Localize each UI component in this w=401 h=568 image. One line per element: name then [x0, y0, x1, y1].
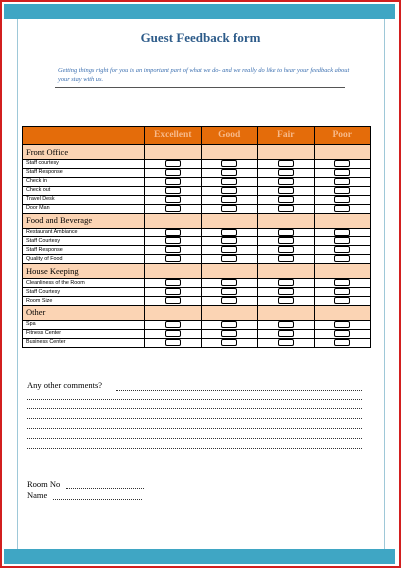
- rating-cell: [145, 255, 202, 264]
- rating-cell: [201, 228, 258, 237]
- table-row: [23, 320, 371, 329]
- table-row: [23, 228, 371, 237]
- row-label: Check in: [23, 177, 145, 186]
- rating-cell: [314, 288, 371, 297]
- rating-checkbox[interactable]: [278, 255, 294, 262]
- row-label: Cleanliness of the Room: [23, 279, 145, 288]
- rating-checkbox[interactable]: [334, 279, 350, 286]
- room-no-label: Room No: [27, 479, 61, 489]
- rating-checkbox[interactable]: [278, 196, 294, 203]
- table-row: [23, 177, 371, 186]
- rating-cell: [314, 297, 371, 306]
- rating-checkbox[interactable]: [165, 205, 181, 212]
- rating-cell: [201, 160, 258, 169]
- rating-cell: [314, 168, 371, 177]
- rating-checkbox[interactable]: [165, 321, 181, 328]
- rating-cell: [258, 168, 315, 177]
- rating-checkbox[interactable]: [221, 237, 237, 244]
- rating-checkbox[interactable]: [221, 196, 237, 203]
- rating-checkbox[interactable]: [165, 229, 181, 236]
- row-label: Business Center: [23, 338, 145, 347]
- rating-cell: [314, 255, 371, 264]
- rating-checkbox[interactable]: [165, 160, 181, 167]
- rating-cell: [145, 195, 202, 204]
- table-header-row: [23, 127, 371, 145]
- rating-cell: [258, 195, 315, 204]
- rating-cell: [145, 338, 202, 347]
- rating-checkbox[interactable]: [165, 297, 181, 304]
- rating-cell: [145, 228, 202, 237]
- rating-cell: [314, 177, 371, 186]
- rating-cell: [145, 177, 202, 186]
- section-cell: [201, 213, 258, 228]
- rating-cell: [201, 338, 258, 347]
- rating-checkbox[interactable]: [278, 288, 294, 295]
- rating-cell: [201, 237, 258, 246]
- comment-line-4[interactable]: [27, 418, 362, 419]
- rating-checkbox[interactable]: [221, 321, 237, 328]
- form-title: Guest Feedback form: [140, 30, 261, 45]
- comment-line-3[interactable]: [27, 408, 362, 409]
- rating-cell: [314, 195, 371, 204]
- section-cell: [258, 264, 315, 279]
- row-label: Check out: [23, 186, 145, 195]
- rating-cell: [145, 246, 202, 255]
- section-label: House Keeping: [23, 264, 145, 279]
- rating-cell: [258, 338, 315, 347]
- table-row: [23, 297, 371, 306]
- rating-checkbox[interactable]: [334, 196, 350, 203]
- row-label: Staff Response: [23, 168, 145, 177]
- rating-cell: [314, 246, 371, 255]
- rating-checkbox[interactable]: [334, 330, 350, 337]
- rating-cell: [314, 204, 371, 213]
- table-row: [23, 288, 371, 297]
- rating-checkbox[interactable]: [334, 237, 350, 244]
- rating-checkbox[interactable]: [278, 187, 294, 194]
- rating-checkbox[interactable]: [221, 297, 237, 304]
- header-blank-cell: [23, 127, 145, 145]
- room-no-field[interactable]: [66, 488, 144, 489]
- row-label: Restaurant Ambiance: [23, 228, 145, 237]
- intro-text: Getting things right for you is an important part of what we do- and we really do like to hear your feedback about your stay with us.: [58, 67, 350, 83]
- rating-checkbox[interactable]: [334, 255, 350, 262]
- rating-checkbox[interactable]: [278, 160, 294, 167]
- rating-cell: [201, 255, 258, 264]
- table-row: [23, 338, 371, 347]
- section-cell: [145, 264, 202, 279]
- section-cell: [258, 305, 315, 320]
- rating-checkbox[interactable]: [165, 237, 181, 244]
- intro-underline: [55, 87, 345, 88]
- rating-cell: [314, 338, 371, 347]
- rating-checkbox[interactable]: [278, 205, 294, 212]
- rating-checkbox[interactable]: [165, 255, 181, 262]
- rating-checkbox[interactable]: [334, 187, 350, 194]
- section-cell: [145, 305, 202, 320]
- rating-checkbox[interactable]: [221, 205, 237, 212]
- row-label: Staff Response: [23, 246, 145, 255]
- table-row: [23, 255, 371, 264]
- rating-checkbox[interactable]: [278, 246, 294, 253]
- top-banner: [4, 4, 395, 19]
- rating-cell: [201, 195, 258, 204]
- header-fair: Fair: [258, 127, 315, 145]
- rating-cell: [258, 297, 315, 306]
- rating-cell: [258, 246, 315, 255]
- rating-cell: [314, 279, 371, 288]
- row-label: Travel Desk: [23, 195, 145, 204]
- rating-cell: [258, 329, 315, 338]
- rating-cell: [258, 186, 315, 195]
- rating-cell: [314, 320, 371, 329]
- table-row: [23, 204, 371, 213]
- rating-checkbox[interactable]: [221, 229, 237, 236]
- rating-cell: [258, 288, 315, 297]
- rating-checkbox[interactable]: [278, 178, 294, 185]
- comment-line-7[interactable]: [27, 448, 362, 449]
- rating-cell: [145, 329, 202, 338]
- rating-cell: [201, 320, 258, 329]
- section-row: [23, 213, 371, 228]
- section-cell: [314, 264, 371, 279]
- rating-checkbox[interactable]: [165, 339, 181, 346]
- rating-checkbox[interactable]: [334, 160, 350, 167]
- bottom-banner: [4, 549, 395, 564]
- row-label: Door Man: [23, 204, 145, 213]
- rating-checkbox[interactable]: [334, 321, 350, 328]
- feedback-table: [22, 126, 371, 348]
- rating-cell: [145, 279, 202, 288]
- rating-cell: [258, 204, 315, 213]
- section-cell: [314, 213, 371, 228]
- rating-checkbox[interactable]: [221, 330, 237, 337]
- row-label: Spa: [23, 320, 145, 329]
- rating-checkbox[interactable]: [221, 178, 237, 185]
- header-poor: Poor: [314, 127, 371, 145]
- rating-checkbox[interactable]: [334, 178, 350, 185]
- section-cell: [258, 145, 315, 160]
- rating-checkbox[interactable]: [334, 297, 350, 304]
- rating-checkbox[interactable]: [165, 279, 181, 286]
- rating-cell: [258, 255, 315, 264]
- row-label: Staff Courtesy: [23, 237, 145, 246]
- section-label: Front Office: [23, 145, 145, 160]
- rating-cell: [201, 329, 258, 338]
- rating-cell: [145, 186, 202, 195]
- rating-checkbox[interactable]: [278, 169, 294, 176]
- comment-line-1[interactable]: [116, 390, 362, 391]
- rating-cell: [201, 177, 258, 186]
- rating-cell: [201, 297, 258, 306]
- rating-checkbox[interactable]: [221, 169, 237, 176]
- section-row: [23, 305, 371, 320]
- rating-cell: [201, 204, 258, 213]
- rating-checkbox[interactable]: [221, 339, 237, 346]
- rating-checkbox[interactable]: [278, 321, 294, 328]
- section-cell: [314, 305, 371, 320]
- rating-cell: [201, 246, 258, 255]
- row-label: Room Size: [23, 297, 145, 306]
- section-cell: [201, 264, 258, 279]
- rating-cell: [258, 237, 315, 246]
- rating-cell: [258, 177, 315, 186]
- section-row: [23, 264, 371, 279]
- table-row: [23, 186, 371, 195]
- rating-checkbox[interactable]: [221, 187, 237, 194]
- rating-checkbox[interactable]: [165, 330, 181, 337]
- rating-cell: [201, 279, 258, 288]
- rating-cell: [314, 329, 371, 338]
- rating-checkbox[interactable]: [165, 187, 181, 194]
- section-cell: [258, 213, 315, 228]
- rating-checkbox[interactable]: [278, 279, 294, 286]
- rating-cell: [145, 320, 202, 329]
- rating-cell: [258, 160, 315, 169]
- comment-line-2[interactable]: [27, 399, 362, 400]
- rating-cell: [145, 160, 202, 169]
- row-label: Staff courtesy: [23, 160, 145, 169]
- header-good: Good: [201, 127, 258, 145]
- section-row: [23, 145, 371, 160]
- rating-checkbox[interactable]: [278, 297, 294, 304]
- rating-checkbox[interactable]: [278, 339, 294, 346]
- rating-checkbox[interactable]: [334, 246, 350, 253]
- rating-cell: [201, 168, 258, 177]
- rating-checkbox[interactable]: [334, 169, 350, 176]
- rating-cell: [201, 186, 258, 195]
- rating-cell: [145, 237, 202, 246]
- table-row: [23, 195, 371, 204]
- rating-checkbox[interactable]: [221, 255, 237, 262]
- rating-checkbox[interactable]: [334, 229, 350, 236]
- row-label: Fitness Center: [23, 329, 145, 338]
- rating-cell: [145, 288, 202, 297]
- rating-checkbox[interactable]: [165, 246, 181, 253]
- rating-cell: [145, 168, 202, 177]
- rating-checkbox[interactable]: [165, 196, 181, 203]
- rating-checkbox[interactable]: [165, 169, 181, 176]
- section-label: Other: [23, 305, 145, 320]
- comment-line-6[interactable]: [27, 438, 362, 439]
- rating-checkbox[interactable]: [221, 246, 237, 253]
- rating-cell: [314, 160, 371, 169]
- table-row: [23, 237, 371, 246]
- rating-checkbox[interactable]: [221, 288, 237, 295]
- rating-cell: [258, 279, 315, 288]
- rating-cell: [258, 228, 315, 237]
- rating-checkbox[interactable]: [221, 160, 237, 167]
- comments-label: Any other comments?: [27, 380, 103, 390]
- rating-checkbox[interactable]: [278, 237, 294, 244]
- rating-cell: [314, 237, 371, 246]
- rating-cell: [314, 186, 371, 195]
- table-row: [23, 246, 371, 255]
- rating-checkbox[interactable]: [221, 279, 237, 286]
- row-label: Staff Courtesy: [23, 288, 145, 297]
- section-cell: [201, 305, 258, 320]
- section-cell: [314, 145, 371, 160]
- section-cell: [145, 145, 202, 160]
- rating-cell: [258, 320, 315, 329]
- rating-checkbox[interactable]: [334, 339, 350, 346]
- rating-cell: [201, 288, 258, 297]
- table-row: [23, 329, 371, 338]
- comment-line-5[interactable]: [27, 428, 362, 429]
- rating-checkbox[interactable]: [278, 229, 294, 236]
- rating-checkbox[interactable]: [278, 330, 294, 337]
- rating-checkbox[interactable]: [334, 288, 350, 295]
- section-label: Food and Beverage: [23, 213, 145, 228]
- rating-checkbox[interactable]: [165, 178, 181, 185]
- table-row: [23, 279, 371, 288]
- rating-cell: [145, 204, 202, 213]
- name-label: Name: [27, 490, 48, 500]
- name-field[interactable]: [53, 499, 142, 500]
- rating-checkbox[interactable]: [334, 205, 350, 212]
- rating-checkbox[interactable]: [165, 288, 181, 295]
- rating-cell: [314, 228, 371, 237]
- table-row: [23, 168, 371, 177]
- rating-cell: [145, 297, 202, 306]
- section-cell: [145, 213, 202, 228]
- section-cell: [201, 145, 258, 160]
- table-row: [23, 160, 371, 169]
- header-excellent: Excellent: [145, 127, 202, 145]
- row-label: Quality of Food: [23, 255, 145, 264]
